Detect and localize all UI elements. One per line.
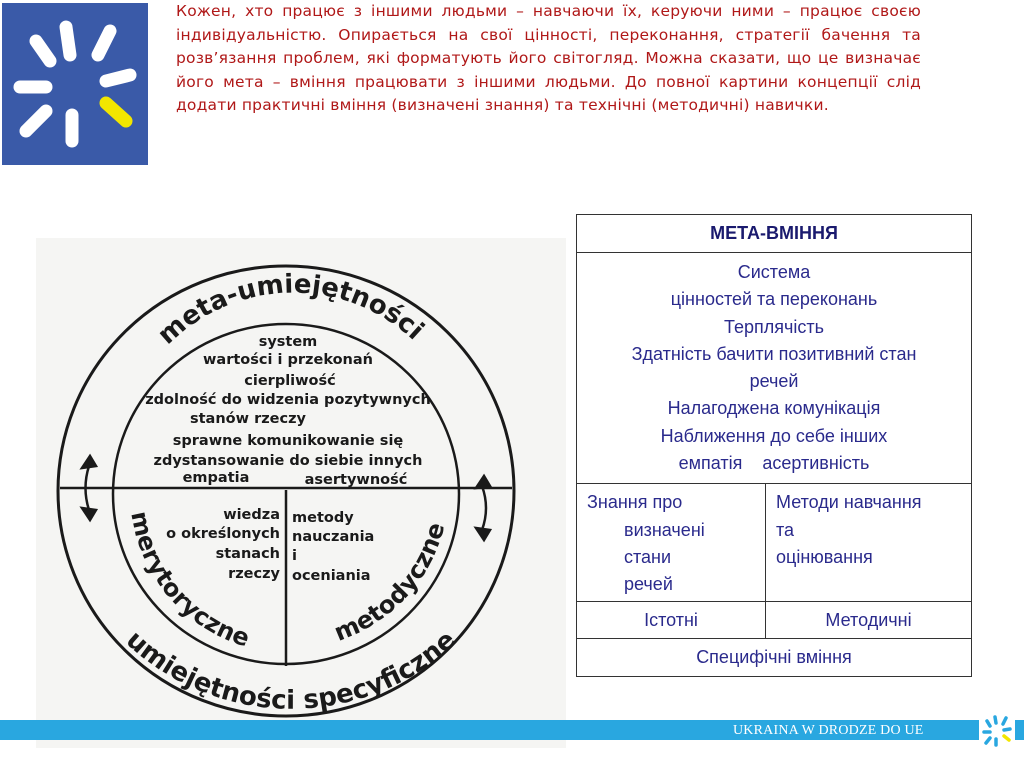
logo bbox=[2, 3, 148, 165]
meta-skills-arc-label: meta-umiejętności bbox=[152, 269, 430, 351]
knowledge-line: rzeczy bbox=[228, 566, 280, 582]
center-line: zdystansowanie do siebie innych bbox=[153, 453, 423, 469]
meta-skill-item: Терплячість bbox=[723, 316, 824, 337]
asertywnosc-label: asertywność bbox=[304, 472, 408, 488]
methodical-arc-label: metodyczne bbox=[330, 519, 451, 647]
footer-text: UKRAINA W DRODZE DO UE bbox=[733, 723, 924, 738]
methods-line: i bbox=[292, 548, 297, 564]
meta-skill-item: речей bbox=[749, 371, 799, 392]
right-cycle-arrow bbox=[476, 476, 490, 540]
center-line: sprawne komunikowanie się bbox=[172, 433, 404, 449]
methods-line: oceniania bbox=[292, 568, 371, 584]
meta-skill-item: цінностей та переконань bbox=[670, 289, 878, 310]
methods-cell bbox=[766, 484, 972, 602]
concept-diagram bbox=[36, 238, 566, 748]
meta-skill-item: Здатність бачити позитивний стан bbox=[631, 343, 917, 364]
methods-line: metody bbox=[292, 510, 354, 526]
methods-line: nauczania bbox=[292, 529, 375, 545]
sunburst-logo-icon bbox=[2, 3, 148, 165]
methods-line: Методи навчання bbox=[776, 492, 922, 513]
sunburst-small-icon bbox=[979, 711, 1015, 749]
center-line: zdolność do widzenia pozytywnych bbox=[145, 392, 431, 408]
footer-logo bbox=[979, 711, 1015, 749]
knowledge-line: Знання про bbox=[587, 492, 683, 513]
circle-diagram bbox=[36, 238, 566, 748]
intro-paragraph: Кожен, хто працює з іншими людьми – навчаючи їх, керуючи ними – працює своєю індивідуальністю. Опирається на свої цінності, переконання, стратегії бачення та розв’язання проблем, які форматують його світогляд. Можна сказати, що це визначає його мета – вміння працювати з іншими людьми. До повної картини концепції слід додати практичні вміння (визначені знання) та технічні (методичні) навички. bbox=[176, 2, 921, 114]
methods-line: оцінювання bbox=[776, 546, 873, 567]
meta-skill-item: Налагоджена комунікація bbox=[667, 398, 881, 419]
knowledge-line: визначені bbox=[624, 519, 705, 540]
knowledge-line: речей bbox=[624, 574, 673, 595]
specific-skills-arc-label: umiejętności specyficzne bbox=[120, 624, 462, 716]
substantive-type-cell: Істотні bbox=[577, 602, 766, 639]
substantive-arc-label: merytoryczne bbox=[125, 508, 254, 653]
knowledge-line: stanach bbox=[215, 546, 280, 562]
knowledge-line: wiedza bbox=[223, 507, 280, 523]
meta-skills-list bbox=[577, 253, 972, 484]
meta-skill-item: Наближення до себе інших bbox=[660, 425, 888, 446]
knowledge-line: o określonych bbox=[166, 526, 280, 542]
methods-line: та bbox=[776, 519, 795, 540]
meta-skill-item: емпатія асертивність bbox=[678, 453, 870, 474]
center-line: cierpliwość bbox=[244, 373, 336, 389]
center-line: system bbox=[258, 334, 318, 350]
knowledge-line: стани bbox=[624, 546, 672, 567]
meta-skills-table bbox=[576, 214, 972, 677]
center-line: wartości i przekonań bbox=[203, 352, 373, 368]
methodical-type-cell: Методичні bbox=[766, 602, 972, 639]
empatia-label: empatia bbox=[182, 470, 250, 486]
knowledge-cell bbox=[577, 484, 766, 602]
table-header: МЕТА-ВМІННЯ bbox=[577, 215, 972, 253]
meta-skill-item: Система bbox=[737, 262, 811, 282]
specific-skills-cell: Специфічні вміння bbox=[577, 639, 972, 677]
center-line: stanów rzeczy bbox=[190, 411, 306, 427]
